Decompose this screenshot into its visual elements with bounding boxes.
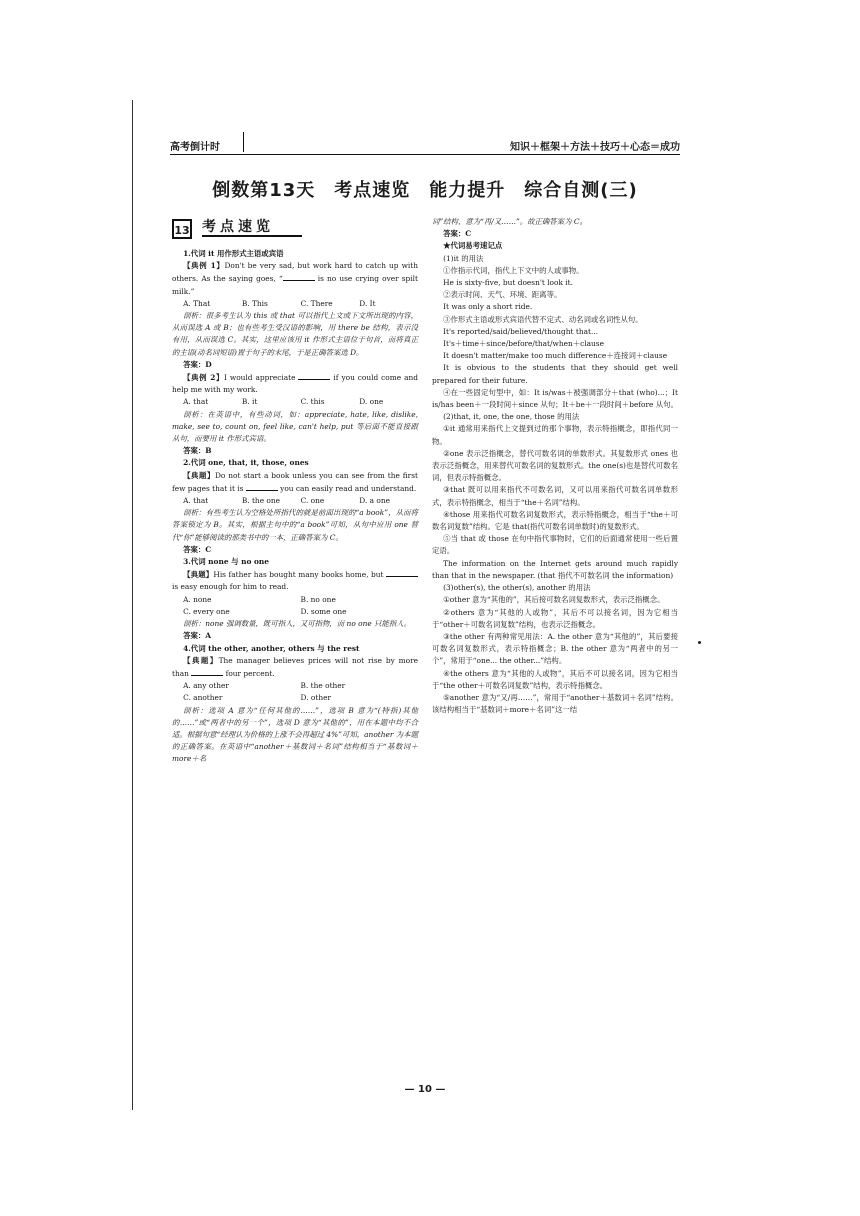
- usage-heading-that: (2)that, it, one, the one, those 的用法: [443, 412, 580, 422]
- option: B. This: [241, 298, 268, 308]
- usage-example: It was only a short ride.: [443, 302, 533, 312]
- option: A. none: [183, 594, 212, 604]
- example-5-text-b: four percent.: [223, 668, 275, 678]
- usage-item: ②表示时间、天气、环境、距离等。: [443, 290, 562, 300]
- example-5-options: [172, 680, 418, 704]
- example-3-explanation: 剖析：有些考生认为空格处所指代的就是前面出现的“a book”，从而将答案锁定为 B。其实，根据主句中的“a book”可知，从句中应用 one 替代“你”能够阅读的那类书中的一本，正确答案为 C。: [172, 508, 418, 542]
- topic-3-title: 3.代词 none 与 no one: [183, 557, 269, 567]
- example-3-text-b: you can easily read and understand.: [277, 483, 417, 493]
- example-1-text-a: Don't be very sad, but work hard to catch up with others. As the saying goes, “: [172, 261, 418, 284]
- continued-explanation: 词”结构，意为“再/又……”。故正确答案为 C。: [432, 217, 587, 226]
- usage-item: ③the other 有两种常见用法：A. the other 意为“其他的”，其后要接可数名词复数形式，表示特指概念；B. the other 意为“两者中的另一个”，常用于“one... the other...”结构。: [432, 631, 678, 666]
- left-column: [172, 214, 418, 766]
- usage-example: He is sixty-five, but doesn't look it.: [443, 278, 573, 288]
- usage-example: It's reported/said/believed/thought that...: [443, 326, 599, 336]
- usage-example: The information on the Internet gets around much rapidly than that in the newspaper. (that 指代不可数名词 the information): [432, 558, 678, 580]
- option: B. the one: [241, 496, 280, 506]
- header-right: 知识＋框架＋方法＋技巧＋心态＝成功: [510, 142, 680, 153]
- usage-item: ①作指示代词，指代上下文中的人或事物。: [443, 265, 584, 275]
- option: D. one: [359, 397, 384, 407]
- option: C. every one: [183, 606, 230, 616]
- example-4-text-b: is easy enough for him to read.: [172, 582, 289, 592]
- option: D. other: [300, 693, 331, 703]
- example-3-text-a: Do not start a book unless you can see from the first few pages that it is: [172, 470, 418, 493]
- usage-example: It doesn't matter/make too much difference＋连接词＋clause: [443, 351, 668, 361]
- example-2-options: [172, 396, 418, 408]
- example-1-text-b: is no use crying over spilt milk.”: [172, 274, 418, 296]
- topic-4-title: 4.代词 the other, another, others 与 the rest: [183, 643, 360, 653]
- section-heading: [172, 216, 418, 242]
- topic-2-title: 2.代词 one, that, it, those, ones: [183, 458, 309, 468]
- answer-blank: [386, 568, 418, 577]
- answer-blank: [298, 371, 330, 380]
- example-2-label: 【典例 2】: [183, 373, 224, 383]
- right-column: [432, 216, 678, 716]
- example-3-options: [172, 495, 418, 507]
- scan-speck: [698, 641, 701, 644]
- option: B. no one: [300, 594, 336, 604]
- example-1-answer: 答案：D: [183, 359, 212, 369]
- option: A. That: [183, 298, 211, 308]
- usage-example: It is obvious to the students that they should get well prepared for their future.: [432, 363, 678, 385]
- header-rule: [170, 154, 680, 155]
- example-3-label: 【典题】: [183, 470, 215, 480]
- page-title: 倒数第13天 考点速览 能力提升 综合自测(三): [212, 180, 638, 201]
- example-4-question: [172, 568, 418, 593]
- page-header: [170, 136, 680, 154]
- header-left: 高考倒计时: [170, 142, 220, 153]
- example-1-question: [172, 260, 418, 298]
- example-1-label: 【典例 1】: [183, 261, 225, 271]
- example-2-explanation: 剖析：在英语中，有些动词，如：appreciate, hate, like, dislike, make, see to, count on, feel like, can't help, put 等后面不能直接跟从句，而要用 it 作形式宾语。: [172, 409, 418, 444]
- usage-heading-other: (3)other(s), the other(s), another 的用法: [443, 583, 591, 593]
- option: D. It: [359, 298, 376, 308]
- usage-item: ①it 通常用来指代上文提到过的那个事物，表示特指概念，即指代同一物。: [432, 424, 678, 446]
- topic-1-title: 1.代词 it 用作形式主语或宾语: [183, 249, 284, 258]
- usage-item: ⑤another 意为“又/再……”，常用于“another＋基数词＋名词”结构。该结构相当于“基数词＋more＋名词”这一结: [432, 692, 678, 715]
- answer-blank: [246, 482, 278, 491]
- section-number-badge: 13: [172, 219, 192, 239]
- usage-item: ④those 用来指代可数名词复数形式，表示特指概念，相当于“the＋可数名词复数”结构。它是 that(指代可数名词单数时)的复数形式。: [432, 509, 678, 532]
- usage-heading-it: (1)it 的用法: [443, 253, 484, 263]
- example-2-text-b: if you could come and help me with my work.: [172, 373, 418, 395]
- usage-item: ②one 表示泛指概念，替代可数名词的单数形式。其复数形式 ones 也表示泛指概念，用来替代可数名词的复数形式。the one(s)也是替代可数名词，但表示特指概念。: [432, 448, 678, 483]
- example-5-explanation: 剖析：选项 A 意为“任何其他的……”，选项 B 意为“(特指)其他的……”或“两者中的另一个”，选项 D 意为“其他的”，用在本题中均不合适。根据句意“经理认为价格的上涨不会再超过 4%”可知，another 为本题的正确答案。在英语中“another＋基数词＋名词”结构相当于“基数词＋more＋名: [172, 705, 418, 764]
- answer-blank: [283, 272, 315, 281]
- usage-item: ③作形式主语或形式宾语代替不定式、动名词或名词性从句。: [443, 314, 643, 324]
- usage-item: ②others 意为“其他的人或物”，其后不可以接名词，因为它相当于“other＋可数名词复数”结构，也表示泛指概念。: [432, 607, 678, 629]
- example-3-answer: 答案：C: [183, 544, 212, 554]
- usage-item: ③that 既可以用来指代不可数名词，又可以用来指代可数名词单数形式，表示特指概念，相当于“the＋名词”结构。: [432, 485, 678, 507]
- example-3-question: [172, 470, 418, 495]
- answer-blank: [191, 667, 223, 676]
- example-1-options: [172, 298, 418, 310]
- usage-item: ①other 意为“其他的”，其后接可数名词复数形式，表示泛指概念。: [443, 595, 665, 605]
- option: D. some one: [300, 606, 347, 616]
- usage-example: It's＋time＋since/before/that/when＋clause: [443, 339, 604, 349]
- option: C. another: [183, 693, 223, 703]
- example-4-answer: 答案：A: [183, 631, 212, 641]
- option: C. one: [300, 496, 325, 506]
- section-title: 考点速览: [202, 221, 302, 237]
- example-2-answer: 答案：B: [183, 446, 212, 456]
- example-1-explanation: 剖析：很多考生认为 this 或 that 可以指代上文或下文所出现的内容，从而误选 A 或 B；也有些考生受汉语的影响，用 there be 结构，表示没有用，从而误选 C。其实，这里应该用 it 作形式主语位于句首，而将真正的主语(动名词短语)置于句子的末尾，于是正确答案选 D。: [172, 311, 418, 357]
- option: A. that: [183, 496, 209, 506]
- option: A. any other: [183, 681, 229, 691]
- example-5-answer: 答案：C: [443, 229, 472, 239]
- page-number: — 10 —: [404, 1084, 446, 1095]
- example-4-label: 【典题】: [183, 570, 214, 580]
- example-5-label: 【典题】: [183, 655, 219, 665]
- option: D. a one: [359, 496, 390, 506]
- option: C. this: [300, 397, 325, 407]
- option: A. that: [183, 397, 209, 407]
- option: B. the other: [300, 681, 346, 691]
- example-4-explanation: 剖析：none 强调数量，既可指人，又可指物，而 no one 只能指人。: [183, 619, 412, 629]
- usage-item: ④在一些固定句型中，如：It is/was＋被强调部分＋that (who)...；It is/has been＋一段时间＋since 从句；It＋be＋一段时间＋before 从句。: [432, 387, 678, 410]
- example-5-text-a: The manager believes prices will not rise by more than: [172, 655, 418, 678]
- header-divider: [243, 132, 244, 152]
- example-4-text-a: His father has bought many books home, but: [213, 570, 386, 580]
- example-2-question: [172, 371, 418, 396]
- example-4-options: [172, 594, 418, 618]
- memo-heading: ★代词易考速记点: [443, 241, 503, 251]
- scan-edge-line: [132, 100, 133, 1110]
- usage-item: ④the others 意为“其他的人或物”，其后不可以接名词，因为它相当于“the other＋可数名词复数”结构，表示特指概念。: [432, 668, 678, 690]
- usage-item: ⑤当 that 或 those 在句中指代事物时，它们的后面通常使用一些后置定语。: [432, 534, 678, 556]
- example-2-text-a: I would appreciate: [224, 373, 299, 383]
- option: C. There: [300, 298, 333, 308]
- example-5-question: [172, 655, 418, 680]
- option: B. it: [241, 397, 258, 407]
